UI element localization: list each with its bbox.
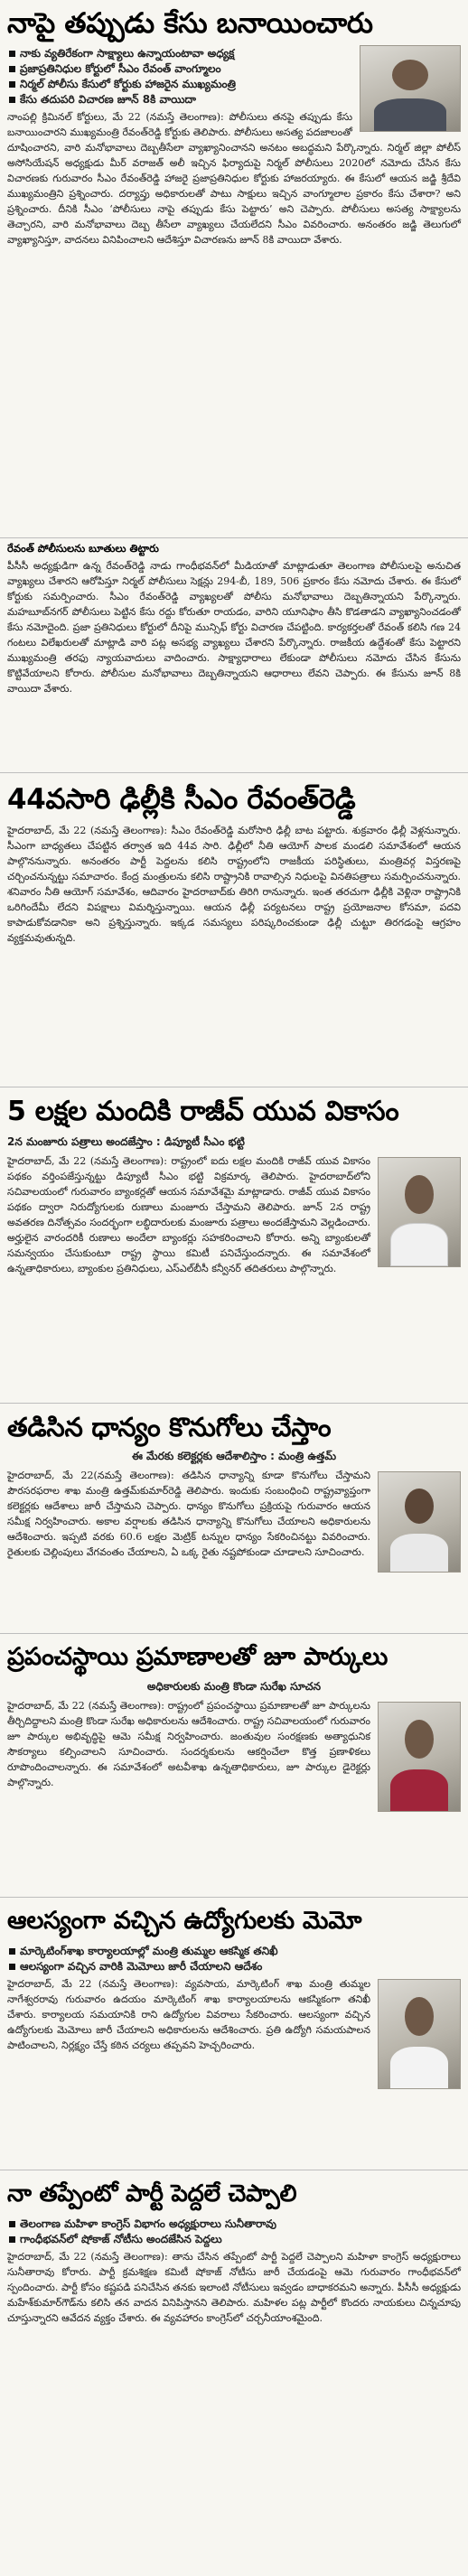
portrait-head — [405, 1175, 434, 1214]
headline: నాపై తప్పుడు కేసు బనాయించారు — [7, 7, 373, 40]
headline: 5 లక్షల మందికి రాజీవ్ యువ వికాసం — [7, 1096, 399, 1127]
story-late-employees-memo — [0, 1898, 468, 2170]
article-body: హైదరాబాద్, మే 22(నమస్తే తెలంగాణ): తడిసిన ధాన్యాన్ని కూడా కొనుగోలు చేస్తామని పౌరసరఫరాల శాఖ మంత్రి ఉత్తమ్‌కుమార్‌రెడ్డి తెలిపారు. ఇందుకు సంబంధించి రాష్ట్రవ్యాప్తంగా కలెక్టర్లకు ఆదేశాలు జారీ చేస్తామని చెప్పారు. ధాన్యం కొనుగోలు ప్రక్రియపై గురువారం ఆయన సమీక్ష నిర్వహించారు. అకాల వర్షాలకు తడిసిన ధాన్యాన్ని కొనుగోలు చేయాలని అధికారులను ఆదేశించారు. ఇప్పటి వరకు 60.6 లక్షల మెట్రిక్ టన్నుల ధాన్యం సేకరించినట్టు వివరించారు. రైతులకు చెల్లింపులు వేగవంతం చేయాలని, ఏ ఒక్క రైతు నష్టపోకుండా చూడాలని సూచించారు. — [7, 1470, 370, 1558]
portrait-head — [405, 1997, 434, 2036]
article-body: హైదరాబాద్, మే 22 (నమస్తే తెలంగాణ): సీఎం రేవంత్‌రెడ్డి మరోసారి ఢిల్లీ బాట పట్టారు. శుక్రవారం ఢిల్లీ వెళ్లనున్నారు. సీఎంగా బాధ్యతలు చేపట్టిన తర్వాత ఇది 44వ సారి. ఢిల్లీలో నీతి ఆయోగ్ పాలక మండలి సమావేశంలో ఆయన పాల్గొననున్నారు. అనంతరం పార్టీ పెద్దలను కలిసి రాష్ట్రంలోని రాజకీయ పరిస్థితులు, మంత్రివర్గ విస్తరణపై చర్చించనున్నట్టు సమాచారం. కేంద్ర మంత్రులను కలిసి రాష్ట్రానికి రావాల్సిన నిధులపై వినతిపత్రాలు సమర్పించనున్నారు. శనివారం నీతి ఆయోగ్ సమావేశం, ఆదివారం హైదరాబాద్‌కు తిరిగి రానున్నారు. ఇంత తరచుగా ఢిల్లీకి వెళ్లినా రాష్ట్రానికి ఒరిగిందేమీ లేదని విపక్షాలు విమర్శిస్తున్నాయి. ఆయన ఢిల్లీ పర్యటనలు రాష్ట్ర ప్రయోజనాల కోసమా, పదవి కాపాడుకోవడానికా అని ప్రశ్నిస్తున్నారు. ఇక్కడ సమస్యలు పరిష్కరించకుండా ఢిల్లీ చుట్టూ తిరగడంపై ఆగ్రహం వ్యక్తమవుతున్నది. — [7, 825, 461, 944]
story-wet-grain — [0, 1404, 468, 1634]
article-body: హైదరాబాద్, మే 22 (నమస్తే తెలంగాణ): తాను చేసిన తప్పేంటో పార్టీ పెద్దలే చెప్పాలని మహిళా కాంగ్రెస్ అధ్యక్షురాలు సునీతారావు కోరారు. పార్టీ క్రమశిక్షణ కమిటీ షోకాజ్ నోటీసు జారీ చేయడంపై ఆమె గురువారం గాంధీభవన్‌లో స్పందించారు. పార్టీ కోసం కష్టపడి పనిచేసిన తనకు ఇలాంటి నోటీసులు ఇవ్వడం బాధాకరమని అన్నారు. పీసీసీ అధ్యక్షుడు మహేశ్‌కుమార్‌గౌడ్‌ను కలిసి తన వాదన వినిపిస్తానని తెలిపారు. మహిళల పట్ల పార్టీలో కొందరు నాయకులు చిన్నచూపు చూస్తున్నారని ఆవేదన వ్యక్తం చేశారు. ఈ వ్యవహారం కాంగ్రెస్‌లో చర్చనీయాంశమైంది. — [7, 2251, 461, 2324]
headline: తడిసిన ధాన్యం కొనుగోలు చేస్తాం — [7, 1412, 332, 1442]
bullet-item: నాకు వ్యతిరేకంగా సాక్ష్యాలు ఉన్నాయంటావా అధ్యక్ష — [7, 47, 461, 61]
portrait-head — [405, 1720, 434, 1759]
bullet-list — [7, 1945, 461, 1974]
story-sunitha-rao — [0, 2170, 468, 2576]
headline: 44వసారి ఢిల్లీకి సీఎం రేవంత్‌రెడ్డి — [7, 783, 356, 816]
photo-tummala — [378, 1979, 461, 2089]
portrait-head — [405, 1489, 434, 1525]
bullet-item: కేసు తదుపరి విచారణ జూన్ 8కి వాయిదా — [7, 93, 461, 107]
bullet-item: ఆలస్యంగా వచ్చిన వారికి మెమోలు జారీ చేయాలని ఆదేశం — [7, 1960, 461, 1974]
portrait-body — [390, 2047, 449, 2088]
photo-uttam — [378, 1471, 461, 1573]
article-body: నాంపల్లి క్రిమినల్ కోర్టులు, మే 22 (నమస్తే తెలంగాణ): పోలీసులు తనపై తప్పుడు కేసు బనాయించారని ముఖ్యమంత్రి రేవంత్‌రెడ్డి కోర్టుకు తెలిపారు. పోలీసులు అసత్య పదజాలంతో దూషించారని, వారి మనోభావాలు దెబ్బతీసేలా వ్యాఖ్యానించానని అనటం అబద్ధమని పేర్కొన్నారు. నిర్మల్ జిల్లా పోలీస్ అసోసియేషన్ అధ్యక్షుడు మీర్ వరాజత్ అలీ ఇచ్చిన ఫిర్యాదుపై నిర్మల్ పోలీసులు 2020లో నమోదు చేసిన కేసు విచారణకు గురువారం సీఎం రేవంత్‌రెడ్డి హాజరై ప్రజాప్రతినిధుల కోర్టుకు హాజరయ్యారు. ఈ కేసులో ఆయన జడ్జి శ్రీదేవి ముఖ్యమంత్రిని ప్రశ్నించారు. దర్యాప్తు అధికారులతో పాటు సాక్షులు ఇచ్చిన వాంగ్మూలాల ప్రకారం కేసు చేశారా? అని ప్రశ్నించారు. దీనికి సీఎం ‘పోలీసులు నాపై తప్పుడు కేసు పెట్టారు’ అని చెప్పారు. పోలీసులు అసత్య సాక్ష్యాలను తెచ్చారని, వారి మనోభావాలు దెబ్బ తీసేలా వ్యాఖ్యలు చేయలేదని సీఎం వివరించారు. అనంతరం జడ్జి తెలుగులో వ్యాఖ్యానిస్తూ, వాదనలు వినిపించాలని ఆదేశిస్తూ విచారణను జూన్ 8కి వాయిదా వేశారు. — [7, 111, 461, 246]
portrait-body — [390, 1769, 449, 1811]
story-delhi-trip — [0, 773, 468, 1087]
bullet-item: మార్కెటింగ్‌శాఖ కార్యాలయాల్లో మంత్రి తుమ్మల ఆకస్మిక తనిఖీ — [7, 1945, 461, 1958]
headline: నా తప్పేంటో పార్టీ పెద్దలే చెప్పాలి — [7, 2180, 297, 2207]
bullet-item: తెలంగాణ మహిళా కాంగ్రెస్ విభాగం అధ్యక్షురాలు సునీతారావు — [7, 2217, 461, 2231]
section-title: రేవంత్ పోలీసులను బూతులు తిట్టారు — [7, 542, 159, 555]
photo-surekha — [378, 1702, 461, 1812]
bullet-list — [7, 2217, 461, 2246]
article-body: పీసీసీ అధ్యక్షుడిగా ఉన్న రేవంత్‌రెడ్డి నాడు గాంధీభవన్‌లో మీడియాతో మాట్లాడుతూ తెలంగాణ పోలీసులపై అనుచిత వ్యాఖ్యలు చేశారని ఆరోపిస్తూ నిర్మల్ పోలీసులు సెక్షన్లు 294-బీ, 189, 506 ప్రకారం కేసు నమోదు చేశారు. ఈ కేసులో కోర్టుకు సమర్పించారు. సీఎం రేవంత్‌రెడ్డి వ్యాఖ్యలతో పోలీసు మనోభావాలు దెబ్బతిన్నాయని పేర్కొన్నారు. మహబూబ్‌నగర్ పోలీసులు పెట్టిన కేసు రద్దు కోరుతూ రాయడం, వారిని యూనిఫాం తీసి కొడతాడని వ్యాఖ్యానించడంతో కేసు నమోదైంది. ప్రజా ప్రతినిధులు కోర్టులో దీనిపై మున్సిఫ్ కోర్టు విచారణ చేపట్టింది. కార్యకర్తలతో రేవంత్ కలిసి గణ 24 గంటలు విలేఖరులతో మాట్లాడి వారి పట్ల అసభ్య వ్యాఖ్యలు చేశారని పేర్కొన్నారు. రాజకీయ ఉద్దేశంతో కేసు పెట్టారని ముఖ్యమంత్రి తరఫు న్యాయవాదులు వాదించారు. సాక్ష్యాధారాలు లేకుండా పోలీసులు నమోదు చేసిన కేసును కొట్టివేయాలని కోరారు. పోలీసుల మనోభావాలు దెబ్బతిన్నాయని ఆధారాలు లేవని చెప్పారు. ఈ కేసును జూన్ 8కి వాయిదా వేశారు. — [7, 560, 461, 695]
photo-bhatti — [378, 1157, 461, 1267]
subheadline: ఈ మేరకు కలెక్టర్లకు ఆదేశాలిస్తాం : మంత్రి ఉత్తమ్ — [131, 1450, 337, 1462]
portrait-body — [390, 1534, 449, 1572]
story-police-remarks — [0, 538, 468, 773]
article-body: హైదరాబాద్, మే 22 (నమస్తే తెలంగాణ): రాష్ట్రంలో ఐదు లక్షల మందికి రాజీవ్ యువ వికాసం పథకం వర్తింపజేస్తున్నట్టు డిప్యూటీ సీఎం భట్టి విక్రమార్క తెలిపారు. హైదరాబాద్‌లోని సచివాలయంలో గురువారం బ్యాంకర్లతో ఆయన సమావేశమై మాట్లాడారు. రాజీవ్ యువ వికాసం పథకం ద్వారా నిరుద్యోగులకు రుణాలు మంజూరు చేస్తామని తెలిపారు. జూన్ 2న రాష్ట్ర అవతరణ దినోత్సవం సందర్భంగా లబ్ధిదారులకు మంజూరు పత్రాలు అందజేస్తామని వెల్లడించారు. అర్హులైన వారందరికీ రుణాలు అందేలా బ్యాంకర్లు సహకరించాలని కోరారు. అన్ని బ్యాంకులతో సమన్వయం చేసుకుంటూ రాష్ట్ర స్థాయి కమిటీ పనిచేస్తుందన్నారు. ఈ సమావేశంలో ఉన్నతాధికారులు, బ్యాంకుల ప్రతినిధులు, ఎస్‌ఎల్‌బీసీ కన్వీనర్ తదితరులు పాల్గొన్నారు. — [7, 1155, 370, 1274]
article-body: హైదరాబాద్, మే 22 (నమస్తే తెలంగాణ): రాష్ట్రంలో ప్రపంచస్థాయి ప్రమాణాలతో జూ పార్కులను తీర్చిదిద్దాలని మంత్రి కొండా సురేఖ అధికారులను ఆదేశించారు. రాష్ట్ర సచివాలయంలో గురువారం జూ పార్కుల అభివృద్ధిపై ఆమె సమీక్ష నిర్వహించారు. జంతువుల సంరక్షణకు అత్యాధునిక సౌకర్యాలు కల్పించాలని సూచించారు. సందర్శకులను ఆకర్షించేలా కొత్త ప్రణాళికలు రూపొందించాలన్నారు. ఈ సమావేశంలో అటవీశాఖ ఉన్నతాధికారులు, జూ పార్కుల డైరెక్టర్లు పాల్గొన్నారు. — [7, 1700, 370, 1788]
story-false-case — [0, 0, 468, 538]
bullet-item: గాంధీభవన్‌లో షోకాజ్ నోటీసు అందజేసిన పెద్దలు — [7, 2233, 461, 2246]
headline: ప్రపంచస్థాయి ప్రమాణాలతో జూ పార్కులు — [7, 1643, 388, 1671]
subheadline: అధికారులకు మంత్రి కొండా సురేఖ సూచన — [146, 1680, 322, 1693]
article-body: హైదరాబాద్, మే 22 (నమస్తే తెలంగాణ): వ్యవసాయ, మార్కెటింగ్ శాఖ మంత్రి తుమ్మల నాగేశ్వరరావు గురువారం ఉదయం మార్కెటింగ్ శాఖ కార్యాలయాలను ఆకస్మికంగా తనిఖీ చేశారు. కార్యాలయ సమయానికి రాని ఉద్యోగుల వివరాలు సేకరించారు. ఆలస్యంగా వచ్చిన ఉద్యోగులకు మెమోలు జారీ చేయాలని అధికారులను ఆదేశించారు. ప్రతి ఉద్యోగి సమయపాలన పాటించాలని, నిర్లక్ష్యం చేస్తే కఠిన చర్యలు తప్పవని హెచ్చరించారు. — [7, 1978, 370, 2051]
headline: ఆలస్యంగా వచ్చిన ఉద్యోగులకు మెమో — [7, 1907, 362, 1935]
portrait-body — [390, 1223, 449, 1266]
subheadline: 2న మంజూరు పత్రాలు అందజేస్తాం : డిప్యూటీ సీఎం భట్టి — [7, 1135, 245, 1148]
story-zoo-parks — [0, 1634, 468, 1898]
bullet-item: ప్రజాప్రతినిధుల కోర్టులో సీఎం రేవంత్ వాంగ్మూలం — [7, 62, 461, 76]
bullet-item: నిర్మల్ పోలీసు కేసులో కోర్టుకు హాజరైన ముఖ్యమంత్రి — [7, 78, 461, 91]
story-rajiv-yuva-vikasam — [0, 1087, 468, 1404]
